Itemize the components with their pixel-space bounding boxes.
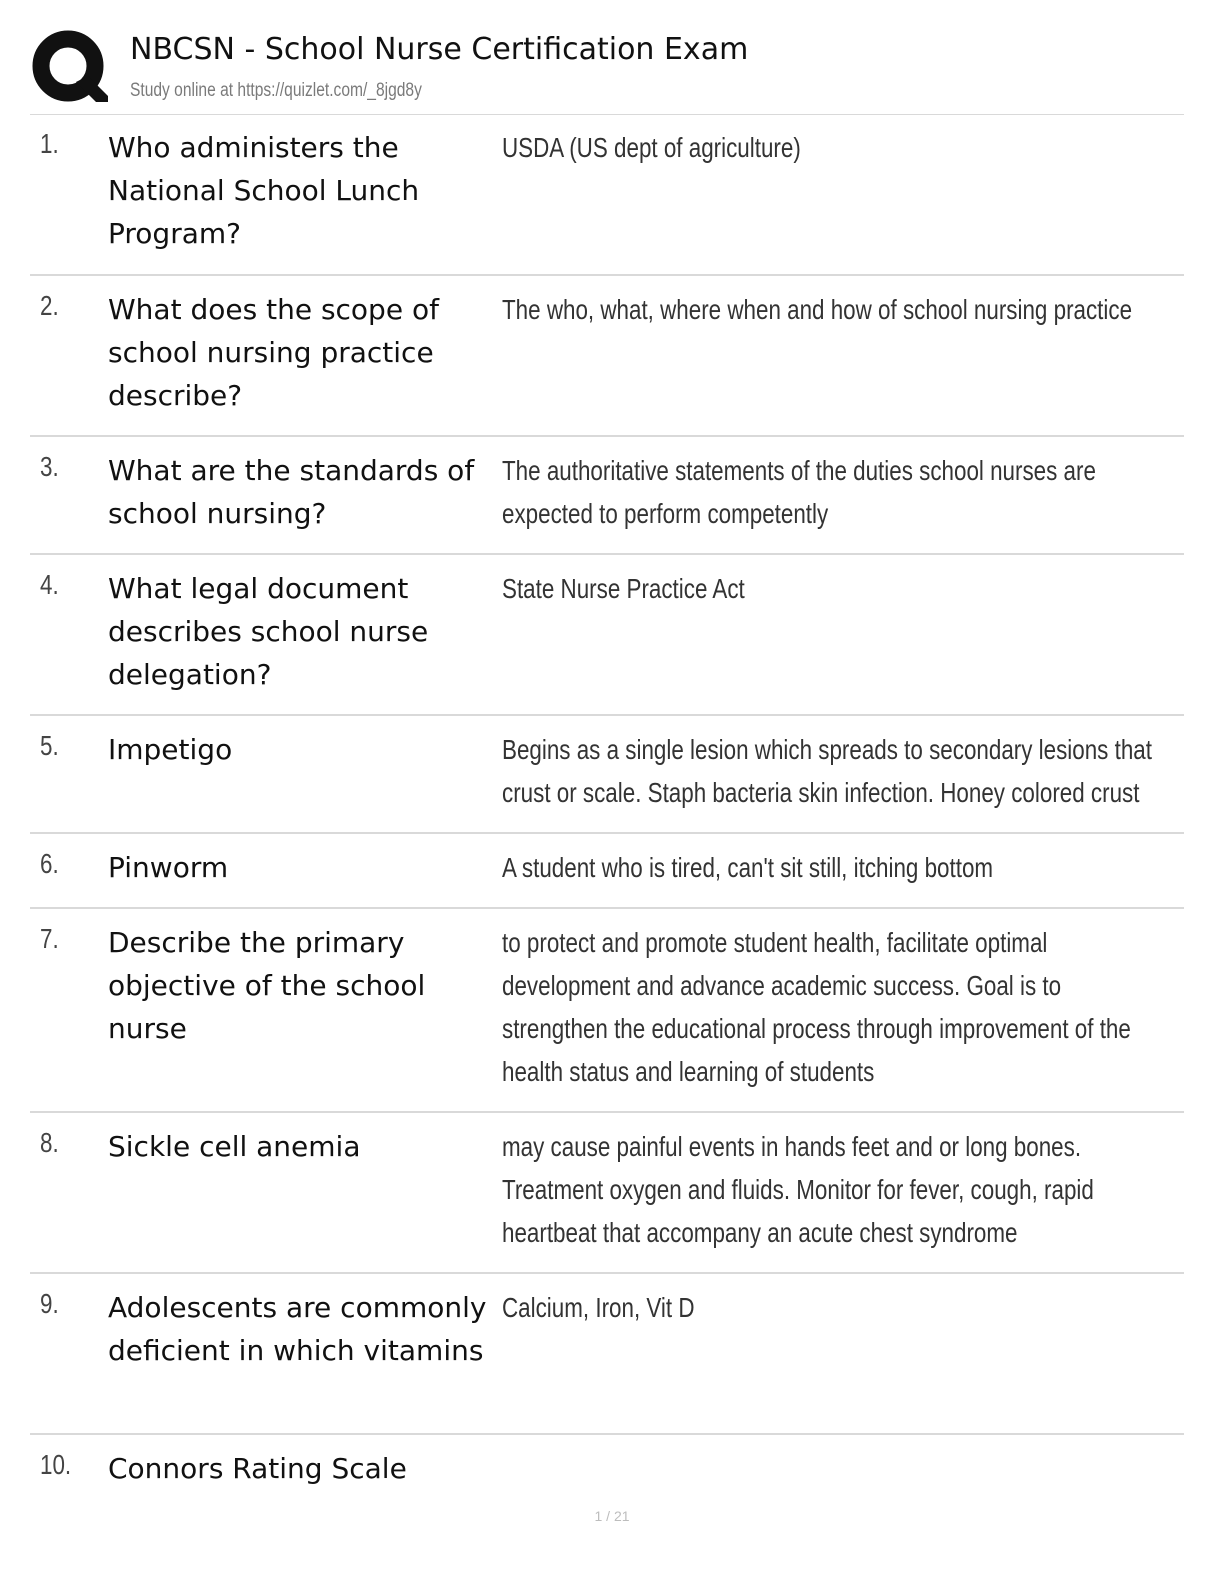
card-number: 4.	[40, 569, 59, 600]
flashcard-row	[30, 716, 1184, 834]
card-number: 10.	[40, 1449, 72, 1480]
card-term: Pinworm	[108, 851, 229, 884]
card-definition: may cause painful events in hands feet and or long bones. Treatment oxygen and fluids. Monitor for fever, cough, rapid heartbeat that accompany an acute chest syndrome	[502, 1131, 1094, 1248]
page-header	[30, 28, 1184, 115]
flashcard-row	[30, 1113, 1184, 1274]
quizlet-logo-icon	[32, 30, 108, 106]
flashcard-row	[30, 114, 1184, 276]
card-term: Describe the primary objective of the school nurse	[108, 926, 426, 1045]
card-definition: Calcium, Iron, Vit D	[502, 1292, 695, 1323]
card-number: 9.	[40, 1288, 59, 1319]
card-term: What does the scope of school nursing practice describe?	[108, 293, 439, 412]
card-number: 6.	[40, 848, 59, 879]
flashcard-row	[30, 555, 1184, 716]
card-term: What legal document describes school nurse delegation?	[108, 572, 429, 691]
card-definition: A student who is tired, can't sit still, itching bottom	[502, 852, 994, 883]
card-definition: Begins as a single lesion which spreads to secondary lesions that crust or scale. Staph bacteria skin infection. Honey colored crust	[502, 734, 1152, 808]
flashcard-row	[30, 1435, 1184, 1505]
card-term: Sickle cell anemia	[108, 1130, 361, 1163]
card-definition: to protect and promote student health, facilitate optimal development and advance academic success. Goal is to strengthen the educational process through improvement of the health status and learning of students	[502, 927, 1131, 1087]
study-link[interactable]: Study online at https://quizlet.com/_8jgd8y	[130, 80, 422, 101]
flashcard-row	[30, 834, 1184, 909]
card-number: 8.	[40, 1127, 59, 1158]
card-number: 3.	[40, 451, 59, 482]
flashcard-row	[30, 1274, 1184, 1435]
page-title: NBCSN - School Nurse Certification Exam	[130, 32, 749, 67]
card-number: 1.	[40, 128, 59, 159]
card-definition: The who, what, where when and how of school nursing practice	[502, 294, 1133, 325]
card-definition: The authoritative statements of the duties school nurses are expected to perform competently	[502, 455, 1096, 529]
card-number: 7.	[40, 923, 59, 954]
card-term: Adolescents are commonly deficient in which vitamins	[108, 1291, 487, 1367]
card-definition: State Nurse Practice Act	[502, 573, 745, 604]
card-term: What are the standards of school nursing?	[108, 454, 475, 530]
flashcard-row	[30, 909, 1184, 1113]
page-number: 1 / 21	[594, 1508, 630, 1524]
card-term: Who administers the National School Lunch Program?	[108, 131, 420, 250]
card-number: 2.	[40, 290, 59, 321]
flashcard-row	[30, 437, 1184, 555]
card-term: Connors Rating Scale	[108, 1452, 407, 1485]
card-definition: USDA (US dept of agriculture)	[502, 132, 801, 163]
card-number: 5.	[40, 730, 59, 761]
card-term: Impetigo	[108, 733, 233, 766]
flashcard-row	[30, 276, 1184, 437]
